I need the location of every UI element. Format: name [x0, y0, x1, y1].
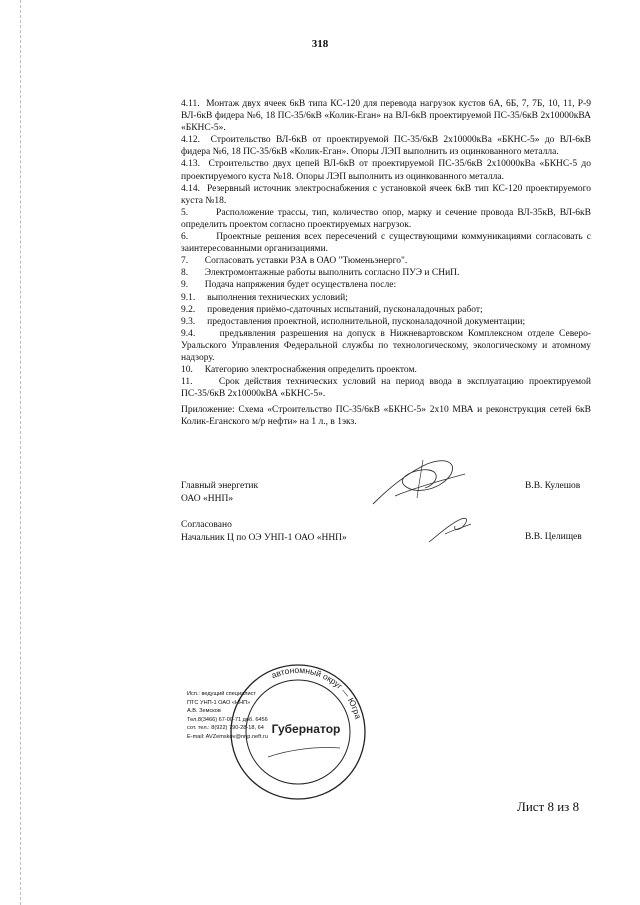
executor-line: сот. тел.: 8(922) 790-28-18, 64 — [187, 725, 264, 732]
list-item: 7. Согласовать уставки РЗА в ОАО "Тюменьэнерго". — [181, 256, 408, 267]
sheet-counter: Лист 8 из 8 — [517, 799, 580, 814]
approved-label: Согласовано — [181, 520, 232, 530]
executor-line: ПТС УНП-1 ОАО «ННП» — [187, 699, 251, 706]
list-item: 4.12. Строительство ВЛ-6кВ от проектируемой ПС-35/6кВ 2х10000кВа «БКНС-5» до ВЛ-6кВ фидера №6, 18 ПС-35/6кВ «Колик-Еган». Опоры ЛЭП выполнить из оцинкованного металла. — [181, 135, 591, 158]
executor-contacts — [187, 690, 268, 742]
page-number: 318 — [311, 38, 329, 50]
list-item: 4.13. Строительство двух цепей ВЛ-6кВ от проектируемой ПС-35/6кВ 2х10000кВа «БКНС-5 до проектируемого куста №18. Опоры ЛЭП выполнить из оцинкованного металла. — [181, 159, 591, 182]
head-name: В.В. Целищев — [525, 532, 582, 542]
scan-edge-line — [20, 0, 21, 905]
executor-line: E-mail: AVZemskov@nnp.neft.ru — [187, 733, 268, 740]
head-title: Начальник Ц по ОЭ УНП-1 ОАО «ННП» — [181, 532, 347, 543]
list-item: 9. Подача напряжения будет осуществлена после: — [181, 280, 397, 291]
list-item: 8. Электромонтажные работы выполнить согласно ПУЭ и СНиП. — [181, 268, 460, 279]
executor-line: Тел.8(3466) 67-00-71 доб. 6456 — [187, 716, 268, 723]
stamp-center-text: Губернатор — [271, 722, 341, 736]
list-item: 11. Срок действия технических условий на период ввода в эксплуатацию проектируемой ПС-35/6кВ 2х10000кВА «БКНС-5». — [181, 377, 591, 400]
approval-block — [181, 519, 347, 544]
conditions-list — [181, 98, 591, 400]
executor-line: А.В. Земсков — [187, 708, 221, 715]
chief-name: В.В. Кулешов — [525, 481, 581, 491]
executor-line: Исп.: ведущий специалист — [187, 691, 256, 697]
list-item: 9.4. предъявления разрешения на допуск в Нижневартовском Комплексном отделе Северо-Уральского Управления Федеральной службы по технологическому, экологическому и атомному надзору. — [181, 328, 591, 363]
list-item: 9.1. выполнения технических условий; — [181, 292, 348, 303]
list-item: 5. Расположение трассы, тип, количество опор, марку и сечение провода ВЛ-35кВ, ВЛ-6кВ определить проектом согласно проектируемых нагрузок. — [181, 207, 591, 230]
list-item: 4.14. Резервный источник электроснабжения с установкой ячеек 6кВ тип КС-120 проектируемого куста №18. — [181, 183, 591, 206]
list-item: 4.11. Монтаж двух ячеек 6кВ типа КС-120 для перевода нагрузок кустов 6А, 6Б, 7, 7Б, 10, 11, Р-9 ВЛ-6кВ фидера №6, 18 ПС-35/6кВ «Колик-Еган» на ВЛ-6кВ проектируемой ПС-35/6кВ 2х10000кВА «БКНС-5». — [181, 99, 591, 134]
list-item: 6. Проектные решения всех пересечений с существующими коммуникациями согласовать с заинтересованными организациями. — [181, 232, 591, 255]
head-signature — [425, 512, 475, 548]
list-item: 9.2. проведения приёмо-сдаточных испытаний, пусконаладочных работ; — [181, 304, 483, 315]
stamp-ring-text: автономный округ — Югра — [269, 664, 364, 720]
chief-title-line: Главный энергетик — [181, 481, 259, 491]
appendix-note: Приложение: Схема «Строительство ПС-35/6кВ «БКНС-5» 2х10 МВА и реконструкция сетей 6кВ Колик-Еганского м/р нефти» на 1 л., в 1экз. — [181, 405, 591, 428]
chief-title — [181, 480, 258, 505]
list-item: 9.3. предоставления проектной, исполнительной, пусконаладочной документации; — [181, 316, 526, 327]
chief-org-line: ОАО «ННП» — [181, 493, 234, 504]
chief-signature — [365, 452, 475, 512]
list-item: 10. Категорию электроснабжения определить проектом. — [181, 365, 417, 376]
